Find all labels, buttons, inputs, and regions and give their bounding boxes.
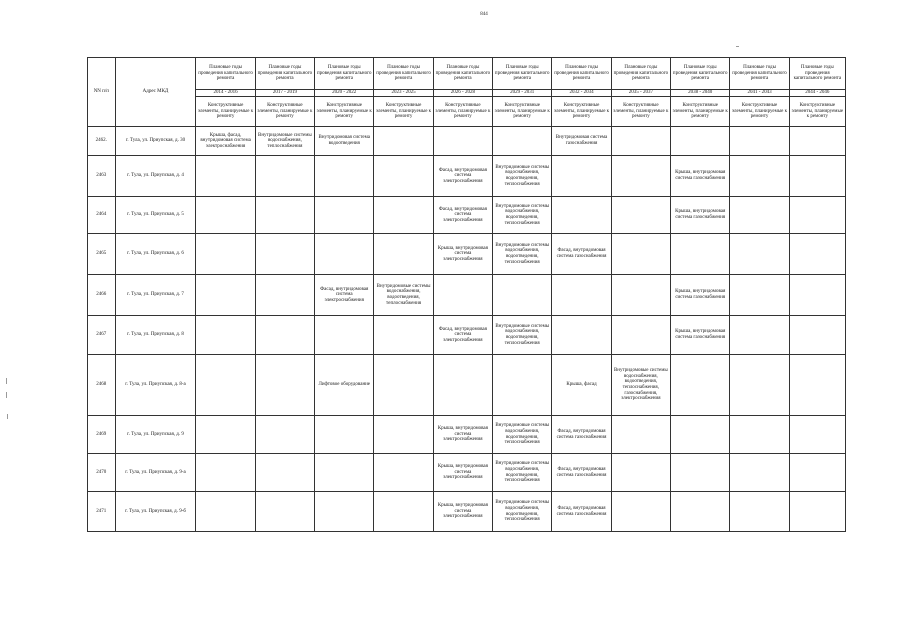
row-element-cell (789, 127, 845, 156)
row-element-cell (611, 197, 670, 234)
row-element-cell (730, 275, 789, 316)
header-elements-label: Конструктивные элементы, планируемые к ремонту (730, 97, 789, 127)
row-element-cell: Фасад, внутридомовая система электроснабжения (433, 316, 492, 355)
row-element-cell (255, 355, 314, 416)
row-address: г. Тула, ул. Приупская, д. 8 (115, 316, 196, 355)
row-element-cell: Крыша, фасад, внутридомовая система электроснабжения (196, 127, 255, 156)
row-element-cell: Внутридомовые системы водоснабжения, водоотведения, теплоснабжения (493, 234, 552, 275)
row-element-cell: Крыша, внутридомовая система электроснабжения (433, 454, 492, 492)
header-period-label: Плановые годы проведения капитального ремонта (374, 58, 433, 90)
header-row-period (88, 58, 846, 90)
row-element-cell: Фасад, внутридомовая система газоснабжения (552, 416, 611, 454)
header-address: Адрес МКД (115, 58, 196, 127)
row-number: 2464 (88, 197, 116, 234)
row-element-cell (374, 234, 433, 275)
row-element-cell: Внутридомовые системы водоснабжения, водоотведения, теплоснабжения (493, 316, 552, 355)
row-element-cell (552, 316, 611, 355)
row-element-cell (196, 156, 255, 197)
row-element-cell (671, 416, 730, 454)
row-element-cell (493, 127, 552, 156)
row-element-cell (730, 355, 789, 416)
row-address: г. Тула, ул. Приупская, д. 8-а (115, 355, 196, 416)
row-address: г. Тула, ул. Приупская, д. 5 (115, 197, 196, 234)
row-element-cell (789, 492, 845, 532)
row-number: 2471 (88, 492, 116, 532)
row-element-cell (789, 234, 845, 275)
table-row (88, 197, 846, 234)
row-element-cell (196, 355, 255, 416)
row-element-cell (611, 492, 670, 532)
header-elements-label: Конструктивные элементы, планируемые к ремонту (493, 97, 552, 127)
row-element-cell: Внутридомовые системы водоснабжения, теплоснабжения (255, 127, 314, 156)
header-period-label: Плановые годы проведения капитального ремонта (789, 58, 845, 90)
row-element-cell (374, 127, 433, 156)
row-number: 2462. (88, 127, 116, 156)
row-element-cell (789, 275, 845, 316)
row-element-cell: Лифтовое оборудование (315, 355, 374, 416)
header-period-label: Плановые годы проведения капитального ремонта (552, 58, 611, 90)
row-element-cell (315, 156, 374, 197)
row-element-cell (730, 156, 789, 197)
row-element-cell (789, 355, 845, 416)
row-number: 2467 (88, 316, 116, 355)
row-element-cell (789, 156, 845, 197)
scan-mark (736, 46, 739, 47)
row-element-cell: Внутридомовые системы водоснабжения, водоотведения, теплоснабжения (493, 156, 552, 197)
header-elements-label: Конструктивные элементы, планируемые к ремонту (671, 97, 730, 127)
row-element-cell (255, 416, 314, 454)
header-elements-label: Конструктивные элементы, планируемые к ремонту (255, 97, 314, 127)
table-row (88, 275, 846, 316)
row-element-cell (255, 156, 314, 197)
row-element-cell (671, 355, 730, 416)
row-element-cell (315, 492, 374, 532)
row-element-cell (671, 454, 730, 492)
header-elements-label: Конструктивные элементы, планируемые к ремонту (315, 97, 374, 127)
header-year-range: 2020 - 2022 (315, 90, 374, 97)
row-element-cell (433, 355, 492, 416)
row-number: 2466 (88, 275, 116, 316)
header-year-range: 2014 - 2016 (196, 90, 255, 97)
row-element-cell: Крыша, фасад (552, 355, 611, 416)
header-year-range: 2032 - 2034 (552, 90, 611, 97)
row-element-cell (315, 197, 374, 234)
row-element-cell: Фасад, внутридомовая система газоснабжения (552, 454, 611, 492)
scan-mark (6, 392, 7, 398)
row-element-cell (552, 156, 611, 197)
row-element-cell: Внутридомовая система водоотведения (315, 127, 374, 156)
row-element-cell (730, 197, 789, 234)
row-address: г. Тула, ул. Приупская, д. 4 (115, 156, 196, 197)
row-element-cell (374, 454, 433, 492)
row-address: г. Тула, ул. Приупская, д. 9-б (115, 492, 196, 532)
row-element-cell (374, 416, 433, 454)
row-element-cell: Крыша, внутридомовая система электроснабжения (433, 492, 492, 532)
row-element-cell (789, 316, 845, 355)
table-row (88, 316, 846, 355)
row-element-cell: Крыша, внутридомовая система газоснабжения (671, 275, 730, 316)
row-element-cell (255, 234, 314, 275)
row-element-cell: Внутридомовые системы водоснабжения, водоотведения, теплоснабжения, газоснабжения, электроснабжения (611, 355, 670, 416)
table-row (88, 416, 846, 454)
row-element-cell (730, 234, 789, 275)
row-element-cell (255, 492, 314, 532)
header-year-range: 2035 - 2037 (611, 90, 670, 97)
row-element-cell (196, 316, 255, 355)
row-element-cell: Внутридомовые системы водоснабжения, водоотведения, теплоснабжения (493, 492, 552, 532)
row-element-cell (374, 197, 433, 234)
row-element-cell (255, 197, 314, 234)
row-element-cell (552, 275, 611, 316)
row-element-cell (671, 127, 730, 156)
row-element-cell (433, 275, 492, 316)
header-year-range: 2029 - 2031 (493, 90, 552, 97)
row-element-cell (315, 416, 374, 454)
row-element-cell (493, 275, 552, 316)
row-element-cell (671, 234, 730, 275)
header-period-label: Плановые годы проведения капитального ремонта (493, 58, 552, 90)
row-address: г. Тула, ул. Приупская, д. 9-а (115, 454, 196, 492)
row-element-cell (493, 355, 552, 416)
row-element-cell (789, 416, 845, 454)
header-elements-label: Конструктивные элементы, планируемые к ремонту (611, 97, 670, 127)
page-number: 844 (480, 12, 488, 17)
row-address: г. Тула, ул. Приупская, д. 30 (115, 127, 196, 156)
row-element-cell: Крыша, внутридомовая система газоснабжения (671, 197, 730, 234)
header-elements-label: Конструктивные элементы, планируемые к ремонту (552, 97, 611, 127)
header-year-range: 2023 - 2025 (374, 90, 433, 97)
row-element-cell (611, 127, 670, 156)
table-body (88, 127, 846, 532)
row-element-cell (730, 316, 789, 355)
row-element-cell: Фасад, внутридомовая система газоснабжения (552, 234, 611, 275)
row-element-cell: Крыша, внутридомовая система газоснабжения (671, 316, 730, 355)
header-period-label: Плановые годы проведения капитального ремонта (730, 58, 789, 90)
row-element-cell: Внутридомовые системы водоснабжения, водоотведения, теплоснабжения (374, 275, 433, 316)
header-nn: NN п/п (88, 58, 116, 127)
row-element-cell (196, 416, 255, 454)
header-elements-label: Конструктивные элементы, планируемые к ремонту (374, 97, 433, 127)
row-element-cell: Крыша, внутридомовая система газоснабжения (671, 156, 730, 197)
row-address: г. Тула, ул. Приупская, д. 6 (115, 234, 196, 275)
row-element-cell (196, 492, 255, 532)
row-element-cell (374, 156, 433, 197)
row-number: 2469 (88, 416, 116, 454)
scan-mark (7, 414, 8, 419)
row-element-cell (730, 127, 789, 156)
row-element-cell (374, 316, 433, 355)
row-element-cell (789, 454, 845, 492)
row-element-cell (730, 492, 789, 532)
row-element-cell (611, 416, 670, 454)
table-row (88, 156, 846, 197)
row-element-cell (611, 454, 670, 492)
row-element-cell (611, 234, 670, 275)
header-row-years (88, 90, 846, 97)
row-element-cell (255, 275, 314, 316)
header-elements-label: Конструктивные элементы, планируемые к ремонту (433, 97, 492, 127)
row-element-cell: Фасад, внутридомовая система электроснабжения (315, 275, 374, 316)
table-row (88, 492, 846, 532)
row-element-cell (611, 156, 670, 197)
table-row (88, 355, 846, 416)
row-number: 2468 (88, 355, 116, 416)
row-element-cell (611, 275, 670, 316)
header-year-range: 2044 - 2046 (789, 90, 845, 97)
scan-mark (6, 378, 7, 384)
row-element-cell (671, 492, 730, 532)
row-element-cell (433, 127, 492, 156)
row-element-cell (196, 234, 255, 275)
header-year-range: 2041 - 2043 (730, 90, 789, 97)
header-period-label: Плановые годы проведения капитального ремонта (315, 58, 374, 90)
row-element-cell: Крыша, внутридомовая система электроснабжения (433, 416, 492, 454)
header-period-label: Плановые годы проведения капитального ремонта (196, 58, 255, 90)
row-element-cell: Внутридомовая система газоснабжения (552, 127, 611, 156)
row-element-cell: Фасад, внутридомовая система газоснабжения (552, 492, 611, 532)
header-period-label: Плановые годы проведения капитального ремонта (611, 58, 670, 90)
row-element-cell (789, 197, 845, 234)
row-element-cell (730, 416, 789, 454)
row-number: 2470 (88, 454, 116, 492)
table-row (88, 454, 846, 492)
row-number: 2463 (88, 156, 116, 197)
row-element-cell (552, 197, 611, 234)
row-element-cell (315, 234, 374, 275)
table-row (88, 234, 846, 275)
table-header (88, 58, 846, 127)
header-period-label: Плановые годы проведения капитального ремонта (671, 58, 730, 90)
row-element-cell: Внутридомовые системы водоснабжения, водоотведения, теплоснабжения (493, 454, 552, 492)
row-element-cell (255, 316, 314, 355)
row-element-cell (196, 454, 255, 492)
row-element-cell: Фасад, внутридомовая система электроснабжения (433, 197, 492, 234)
header-year-range: 2026 - 2028 (433, 90, 492, 97)
row-element-cell (374, 492, 433, 532)
row-element-cell (730, 454, 789, 492)
row-element-cell (196, 197, 255, 234)
row-element-cell: Фасад, внутридомовая система электроснабжения (433, 156, 492, 197)
header-period-label: Плановые годы проведения капитального ремонта (433, 58, 492, 90)
header-year-range: 2038 - 2040 (671, 90, 730, 97)
row-element-cell: Внутридомовые системы водоснабжения, водоотведения, теплоснабжения (493, 416, 552, 454)
header-period-label: Плановые годы проведения капитального ремонта (255, 58, 314, 90)
row-element-cell (315, 316, 374, 355)
row-element-cell: Крыша, внутридомовая система электроснабжения (433, 234, 492, 275)
capital-repair-table (87, 57, 846, 532)
header-row-elements (88, 97, 846, 127)
row-address: г. Тула, ул. Приупская, д. 7 (115, 275, 196, 316)
row-number: 2465 (88, 234, 116, 275)
row-element-cell: Внутридомовые системы водоснабжения, водоотведения, теплоснабжения (493, 197, 552, 234)
row-element-cell (196, 275, 255, 316)
header-elements-label: Конструктивные элементы, планируемые к ремонту (196, 97, 255, 127)
table-row (88, 127, 846, 156)
row-element-cell (255, 454, 314, 492)
header-year-range: 2017 - 2019 (255, 90, 314, 97)
row-address: г. Тула, ул. Приупская, д. 9 (115, 416, 196, 454)
row-element-cell (315, 454, 374, 492)
row-element-cell (374, 355, 433, 416)
row-element-cell (611, 316, 670, 355)
header-elements-label: Конструктивные элементы, планируемые к ремонту (789, 97, 845, 127)
